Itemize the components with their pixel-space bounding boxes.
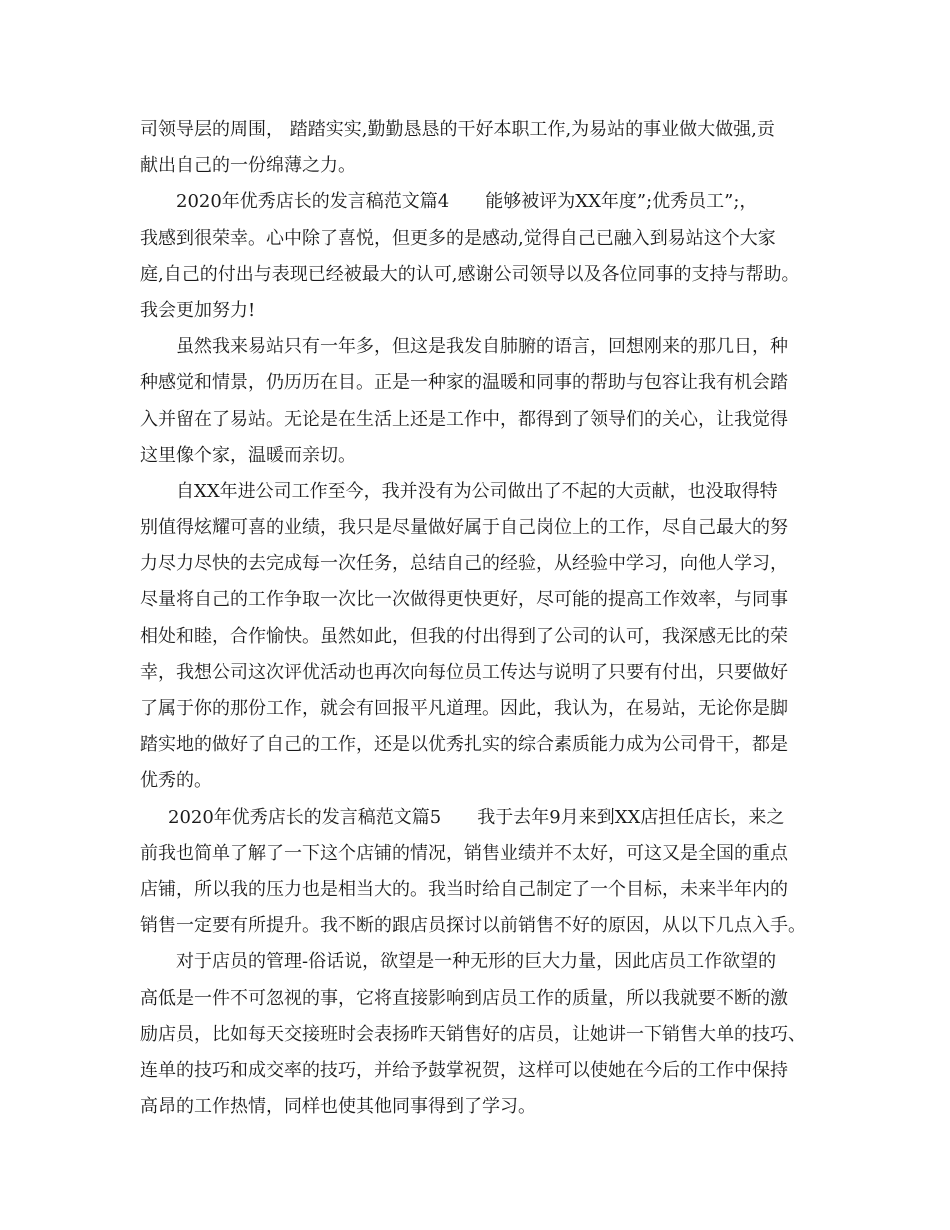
- text-line: 踏实地的做好了自己的工作，还是以优秀扎实的综合素质能力成为公司骨干，都是: [140, 734, 788, 756]
- text-line: 励店员，比如每天交接班时会表扬昨天销售好的店员，让她讲一下销售大单的技巧、: [140, 1023, 806, 1045]
- text-line: 我会更加努力!: [140, 299, 256, 321]
- paragraph-start-line: 自XX年进公司工作至今，我并没有为公司做出了不起的大贡献，也没取得特: [176, 480, 778, 502]
- text-line: 优秀的。: [140, 770, 212, 792]
- text-line: 高昂的工作热情，同样也使其他同事得到了学习。: [140, 1096, 536, 1118]
- text-line: 尽量将自己的工作争取一次比一次做得更快更好，尽可能的提高工作效率，与同事: [140, 589, 788, 611]
- text-line: 种感觉和情景，仍历历在目。正是一种家的温暖和同事的帮助与包容让我有机会踏: [140, 372, 788, 394]
- text-line: 店铺，所以我的压力也是相当大的。我当时给自己制定了一个目标，未来半年内的: [140, 878, 788, 900]
- text-line: 献出自己的一份绵薄之力。: [140, 155, 356, 177]
- document-body: [140, 112, 820, 1125]
- paragraph-start-line: 对于店员的管理-俗话说，欲望是一种无形的巨大力量，因此店员工作欲望的: [176, 951, 777, 973]
- text-line: 力尽力尽快的去完成每一次任务，总结自己的经验，从经验中学习，向他人学习，: [140, 553, 788, 575]
- section-heading-line: 2020年优秀店长的发言稿范文篇5 我于去年9月来到XX店担任店长，来之: [168, 806, 785, 828]
- text-line: 高低是一件不可忽视的事，它将直接影响到店员工作的质量，所以我就要不断的激: [140, 987, 788, 1009]
- text-line: 入并留在了易站。无论是在生活上还是工作中，都得到了领导们的关心，让我觉得: [140, 408, 788, 430]
- text-line: 了属于你的那份工作，就会有回报平凡道理。因此，我认为，在易站，无论你是脚: [140, 698, 788, 719]
- text-line: 连单的技巧和成交率的技巧，并给予鼓掌祝贺，这样可以使她在今后的工作中保持: [140, 1059, 788, 1081]
- text-line: 幸，我想公司这次评优活动也再次向每位员工传达与说明了只要有付出，只要做好: [140, 661, 788, 683]
- text-line: 这里像个家，温暖而亲切。: [140, 444, 356, 466]
- text-line: 销售一定要有所提升。我不断的跟店员探讨以前销售不好的原因，从以下几点入手。: [140, 915, 806, 937]
- section-heading-line: 2020年优秀店长的发言稿范文篇4 能够被评为XX年度”;优秀员工”;，: [176, 191, 758, 213]
- text-line: 前我也简单了解了一下这个店铺的情况，销售业绩并不太好，可这又是全国的重点: [140, 842, 788, 864]
- text-line: 相处和睦，合作愉快。虽然如此，但我的付出得到了公司的认可，我深感无比的荣: [140, 625, 788, 647]
- text-line: 庭,自己的付出与表现已经被最大的认可,感谢公司领导以及各位同事的支持与帮助。: [140, 263, 800, 285]
- text-line: 我感到很荣幸。心中除了喜悦，但更多的是感动,觉得自己已融入到易站这个大家: [140, 227, 776, 249]
- text-line: 别值得炫耀可喜的业绩，我只是尽量做好属于自己岗位上的工作，尽自己最大的努: [140, 517, 788, 539]
- paragraph-start-line: 虽然我来易站只有一年多，但这是我发自肺腑的语言，回想刚来的那几日，种: [176, 336, 788, 358]
- text-line: 司领导层的周围， 踏踏实实,勤勤恳恳的干好本职工作,为易站的事业做大做强,贡: [140, 119, 775, 140]
